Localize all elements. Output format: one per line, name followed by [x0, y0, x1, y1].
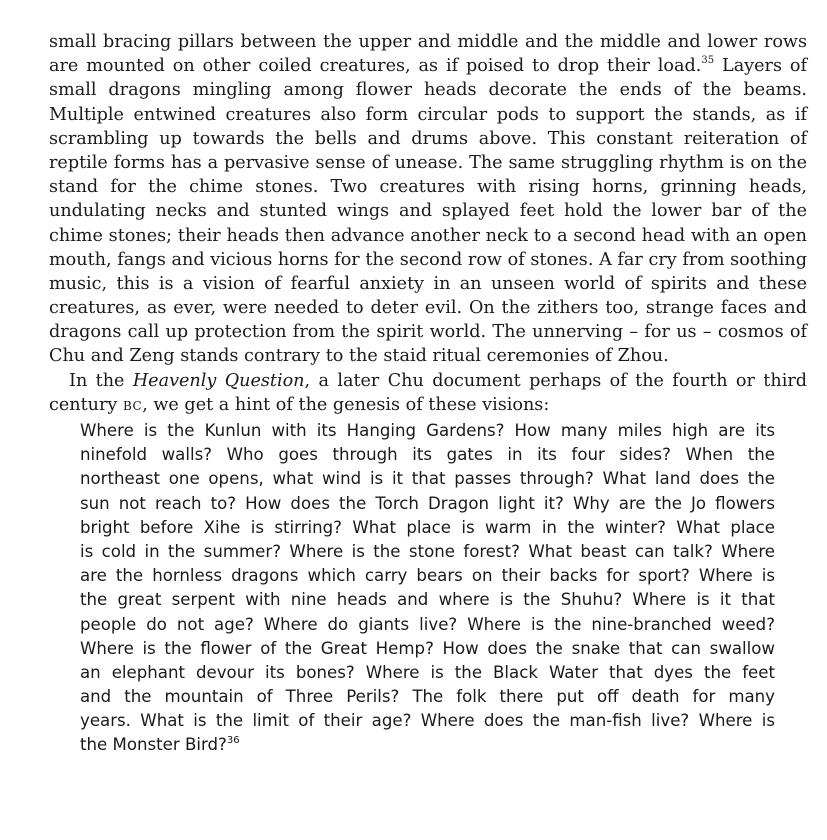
quote-line: and the mountain of Three Perils? The folk there put off death for many: [80, 687, 775, 707]
quote-line: sun not reach to? How does the Torch Dragon light it? Why are the Jo flowers: [80, 493, 775, 513]
quote-line: ninefold walls? Who goes through its gates in its four sides? When the: [80, 445, 775, 465]
text-line: Chu and Zeng stands contrary to the staid ritual ceremonies of Zhou.: [49, 346, 669, 367]
body-text: [49, 30, 807, 417]
text-line: reptile forms has a pervasive sense of unease. The same struggling rhythm is on the: [49, 152, 807, 173]
work-title: Heavenly Question: [132, 370, 305, 391]
text-line: small dragons mingling among flower heads decorate the ends of the beams.: [49, 80, 807, 101]
quote-line: Where is the Kunlun with its Hanging Gardens? How many miles high are its: [80, 421, 775, 440]
text-line: dragons call up protection from the spirit world. The unnerving – for us – cosmos of: [49, 322, 807, 343]
quote-line: bright before Xihe is stirring? What place is warm in the winter? What place: [80, 517, 775, 537]
text-line: mouth, fangs and vicious horns for the second row of stones. A far cry from soothing: [49, 249, 807, 270]
footnote-ref-36[interactable]: 36: [226, 734, 240, 746]
footnote-ref-35[interactable]: 35: [701, 55, 715, 67]
quote-line: are the hornless dragons which carry bears on their backs for sport? Where is: [80, 566, 775, 586]
quote-line: northeast one opens, what wind is it that passes through? What land does the: [80, 469, 775, 489]
text-line: creatures, as ever, were needed to deter evil. On the zithers too, strange faces and: [49, 298, 807, 319]
era-abbrev: BC: [122, 398, 143, 413]
quote-line: an elephant devour its bones? Where is the Black Water that dyes the feet: [80, 662, 775, 682]
text-line: Multiple entwined creatures also form circular pods to support the stands, as if: [49, 104, 807, 125]
quote-line: the great serpent with nine heads and where is the Shuhu? Where is it that: [80, 590, 775, 610]
text-line: scrambling up towards the bells and drums above. This constant reiteration of: [49, 128, 807, 149]
quote-line: people do not age? Where do giants live? Where is the nine-branched weed?: [80, 614, 775, 634]
text-line: In the Heavenly Question, a later Chu document perhaps of the fourth or third: [69, 370, 807, 391]
block-quote: [80, 419, 775, 758]
text-line: undulating necks and stunted wings and splayed feet hold the lower bar of the: [49, 201, 807, 222]
quote-line: is cold in the summer? Where is the stone forest? What beast can talk? Where: [80, 541, 775, 561]
text-line: century BC, we get a hint of the genesis of these visions:: [49, 394, 550, 415]
quote-line: years. What is the limit of their age? Where does the man-fish live? Where is: [80, 711, 775, 731]
quote-line: Where is the flower of the Great Hemp? How does the snake that can swallow: [80, 638, 775, 658]
text-line: small bracing pillars between the upper and middle and the middle and lower rows: [49, 32, 807, 52]
text-line: music, this is a vision of fearful anxiety in an unseen world of spirits and these: [49, 273, 807, 294]
text-line: chime stones; their heads then advance another neck to a second head with an open: [49, 225, 807, 246]
text-line: are mounted on other coiled creatures, as if poised to drop their load.$^{35}$ Layers of: [49, 55, 807, 77]
text-line: stand for the chime stones. Two creatures with rising horns, grinning heads,: [49, 177, 807, 198]
quote-line: the Monster Bird?$^{36}$: [80, 734, 240, 755]
